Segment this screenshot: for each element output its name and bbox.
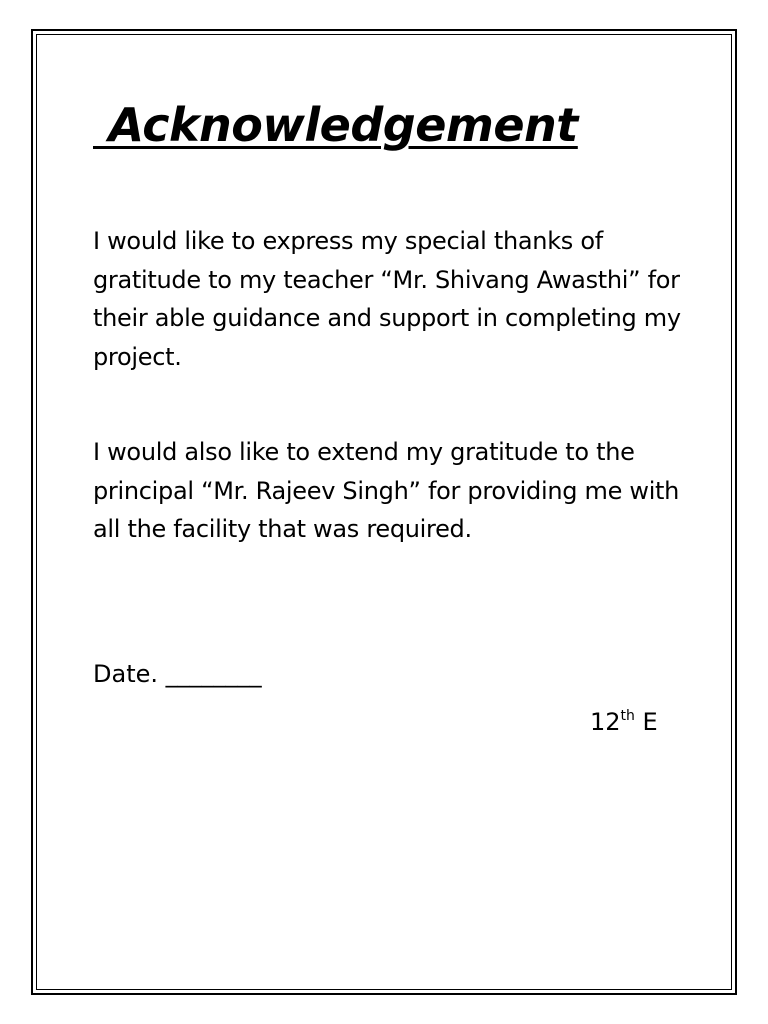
class-suffix: th	[620, 708, 635, 724]
class-number: 12	[590, 708, 621, 736]
paragraph-principal-thanks: I would also like to extend my gratitude to the principal “Mr. Rajeev Singh” for providing me with all the facility that was required.	[93, 438, 680, 543]
class-label	[590, 703, 658, 741]
page-title: Acknowledgement	[93, 98, 578, 152]
date-line: Date. ________	[93, 660, 262, 688]
class-section: E	[634, 708, 658, 736]
paragraph-teacher-thanks: I would like to express my special thanks of gratitude to my teacher “Mr. Shivang Awasthi” for their able guidance and support in completing my project.	[93, 227, 681, 371]
